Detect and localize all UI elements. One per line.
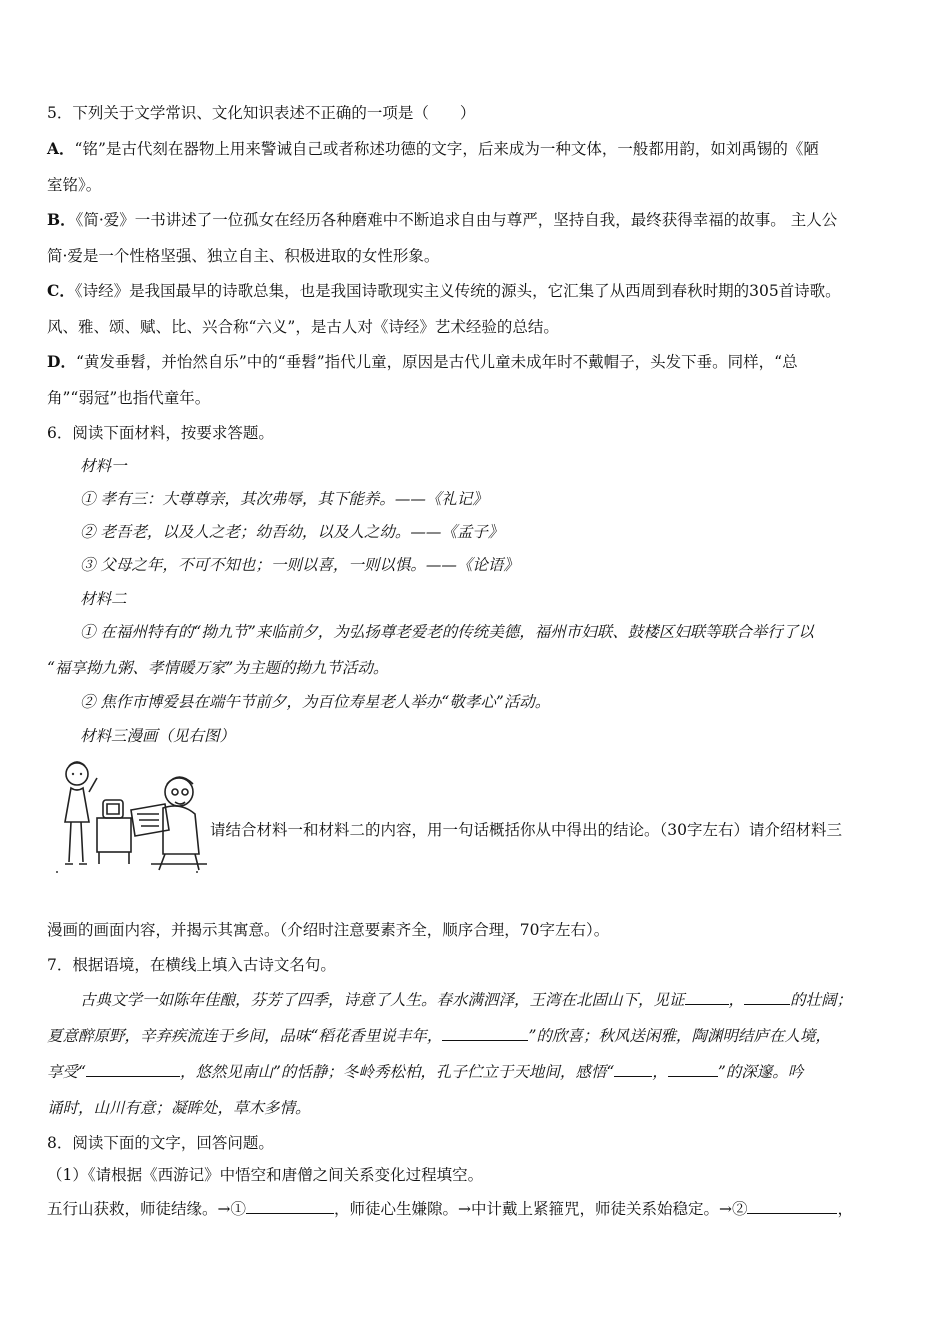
- passage-text: 享受“: [47, 1063, 86, 1081]
- flow-text: 五行山获救，师徒结缘。→①: [47, 1200, 246, 1218]
- q5-option-b-cont: 简·爱是一个性格坚强、独立自主、积极进取的女性形象。: [47, 247, 440, 265]
- option-label: A．: [47, 139, 75, 158]
- option-text: “铭”是古代刻在器物上用来警诫自己或者称述功德的文字，后来成为一种文体，一般都用韵，如刘禹锡的《陋: [74, 140, 819, 158]
- material-1-item: ③ 父母之年，不可不知也；一则以喜，一则以惧。——《论语》: [80, 556, 519, 574]
- answer-blank[interactable]: [86, 1062, 180, 1077]
- q7-passage-line: [80, 990, 906, 1010]
- passage-text: ，: [652, 1063, 668, 1081]
- passage-text: 的壮阔；: [790, 991, 853, 1009]
- material-2-item: ① 在福州特有的“拗九节”来临前夕，为弘扬尊老爱老的传统美德，福州市妇联、鼓楼区妇联等联合举行了以: [80, 623, 814, 641]
- q6-task: 请结合材料一和材料二的内容，用一句话概括你从中得出的结论。（30字左右）请介绍材料三: [210, 821, 842, 839]
- material-1-item: ② 老吾老，以及人之老；幼吾幼，以及人之幼。——《孟子》: [80, 523, 504, 541]
- answer-blank[interactable]: [747, 1199, 837, 1214]
- answer-blank[interactable]: [685, 990, 729, 1005]
- flow-text: ，: [837, 1200, 853, 1218]
- answer-blank[interactable]: [442, 1026, 528, 1041]
- passage-text: 古典文学一如陈年佳酿，芬芳了四季，诗意了人生。春水满泗泽，王湾在北固山下，见证: [80, 991, 685, 1009]
- answer-blank[interactable]: [614, 1062, 652, 1077]
- passage-text: ”的欣喜；秋风送闲雅，陶渊明结庐在人境，: [528, 1027, 831, 1045]
- q8-stem: 8．阅读下面的文字，回答问题。: [47, 1134, 274, 1152]
- q5-option-c: [47, 281, 906, 301]
- option-label: D．: [47, 352, 76, 371]
- q8-sub-question: （1）《请根据《西游记》中悟空和唐僧之间关系变化过程填空。: [47, 1166, 484, 1184]
- option-label: B．: [47, 210, 76, 229]
- q7-stem: 7．根据语境，在横线上填入古诗文名句。: [47, 956, 336, 974]
- q5-option-d: [47, 352, 906, 372]
- q7-passage-line: [47, 1062, 906, 1082]
- material-1-title: 材料一: [80, 457, 127, 475]
- q6-stem: 6．阅读下面材料，按要求答题。: [47, 424, 274, 442]
- answer-blank[interactable]: [668, 1062, 718, 1077]
- q5-option-a-cont: 室铭》。: [47, 176, 102, 194]
- q7-passage-line: [47, 1026, 906, 1046]
- q7-passage-line: 诵时，山川有意；凝眸处，草木多情。: [47, 1099, 311, 1117]
- q5-option-d-cont: 角”“弱冠”也指代童年。: [47, 389, 211, 407]
- q5-option-b: [47, 210, 906, 230]
- material-2-item-cont: “福享拗九粥、孝情暖万家”为主题的拗九节活动。: [47, 659, 389, 677]
- passage-text: 夏意醉原野，辛弃疾流连于乡间，品味“稻花香里说丰年，: [47, 1027, 443, 1045]
- flow-text: ，师徒心生嫌隙。→中计戴上紧箍咒，师徒关系始稳定。→②: [334, 1200, 748, 1218]
- option-label: C．: [47, 281, 75, 300]
- answer-blank[interactable]: [744, 990, 790, 1005]
- q5-option-c-cont: 风、雅、颂、赋、比、兴合称“六义”，是古人对《诗经》艺术经验的总结。: [47, 318, 559, 336]
- option-text: 《简·爱》一书讲述了一位孤女在经历各种磨难中不断追求自由与尊严，坚持自我，最终获得幸福的故事。 主人公: [75, 211, 838, 229]
- material-3-title: 材料三漫画（见右图）: [80, 727, 236, 745]
- material-2-title: 材料二: [80, 590, 127, 608]
- answer-blank[interactable]: [246, 1199, 334, 1214]
- passage-text: ，悠然见南山”的恬静；冬岭秀松柏，孔子伫立于天地间，感悟“: [179, 1063, 615, 1081]
- cartoon-image: [47, 752, 209, 880]
- option-text: “黄发垂髫，并怡然自乐”中的“垂髫”指代儿童，原因是古代儿童未成年时不戴帽子，头发下垂。同样，“总: [75, 353, 798, 371]
- material-2-item: ② 焦作市博爱县在端午节前夕，为百位寿星老人举办“敬孝心”活动。: [80, 693, 551, 711]
- passage-text: ，: [728, 991, 745, 1009]
- q6-task-cont: 漫画的画面内容，并揭示其寓意。（介绍时注意要素齐全，顺序合理，70字左右）。: [47, 921, 610, 939]
- option-text: 《诗经》是我国最早的诗歌总集，也是我国诗歌现实主义传统的源头，它汇集了从西周到春秋时期的305首诗歌。: [74, 282, 841, 300]
- q8-flow-line: [47, 1199, 906, 1219]
- q5-option-a: [47, 139, 906, 159]
- passage-text: ”的深邃。吟: [717, 1063, 804, 1081]
- q5-stem: 5．下列关于文学常识、文化知识表述不正确的一项是（ ）: [47, 104, 476, 122]
- material-1-item: ① 孝有三：大尊尊亲，其次弗辱，其下能养。——《礼记》: [80, 490, 488, 508]
